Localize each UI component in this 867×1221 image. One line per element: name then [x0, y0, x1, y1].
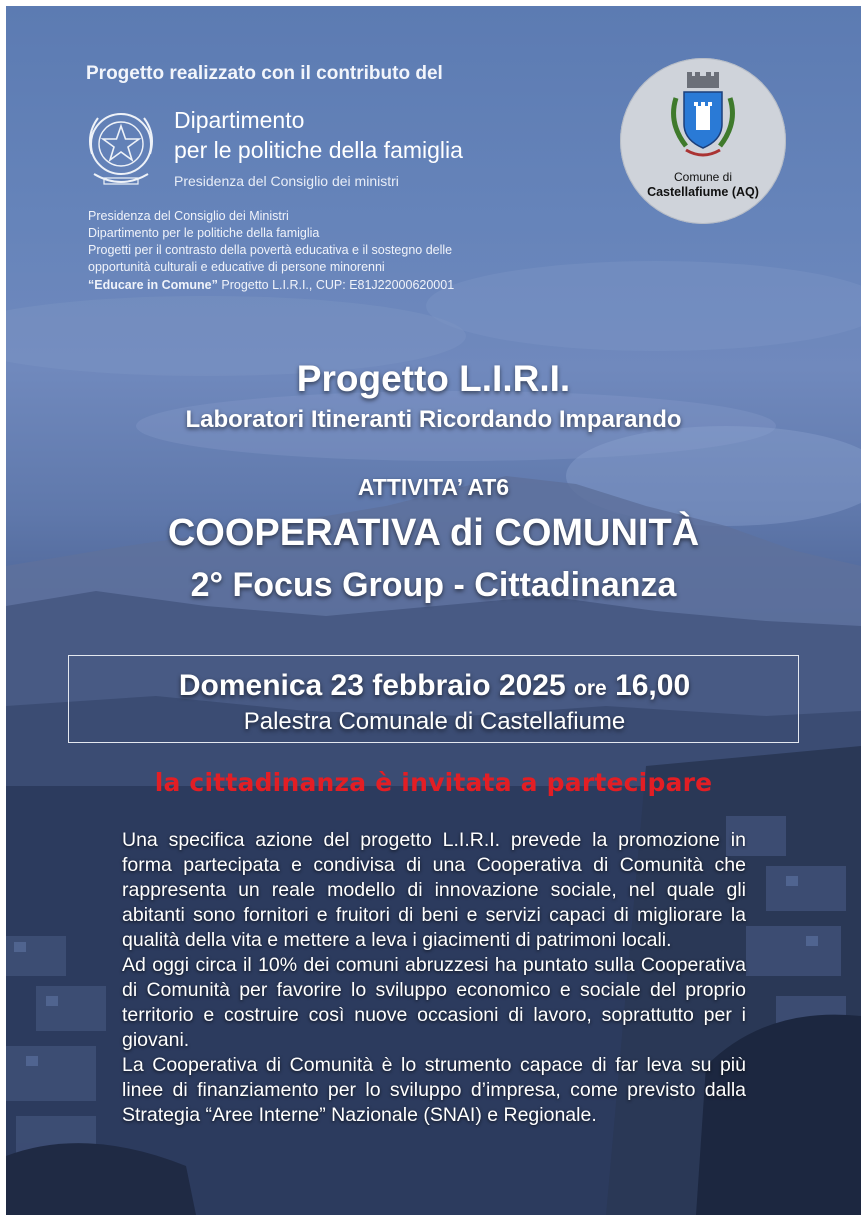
info-line: opportunità culturali e educative di persone minorenni — [88, 260, 385, 274]
dept-name-line1: Dipartimento — [174, 107, 305, 133]
educare-label: “Educare in Comune” — [88, 278, 218, 292]
activity-label: ATTIVITA’ AT6 — [357, 474, 510, 500]
project-subtitle: Laboratori Itineranti Ricordando Imparando — [185, 406, 682, 433]
event-place: Palestra Comunale di Castellafiume — [243, 708, 626, 735]
description — [122, 828, 746, 1128]
event-ore-label: ore — [574, 677, 607, 700]
invitation-text: la cittadinanza è invitata a partecipare — [154, 768, 713, 797]
focus-group-heading: 2° Focus Group - Cittadinanza — [190, 566, 677, 604]
cup-text: Progetto L.I.R.I., CUP: E81J22000620001 — [217, 278, 455, 292]
description-paragraph: Ad oggi circa il 10% dei comuni abruzzesi ha puntato sulla Cooperativa di Comunità per favorire lo sviluppo economico e sociale del proprio territorio e costruire così nuove occasioni di lavoro, soprattutto per i giovani. — [122, 954, 746, 1051]
event-box — [68, 655, 799, 743]
cooperativa-heading: COOPERATIVA di COMUNITÀ — [167, 512, 700, 554]
event-date: Domenica 23 febbraio 2025 — [178, 669, 566, 702]
info-line: Dipartimento per le politiche della famiglia — [88, 226, 320, 240]
description-paragraph: Una specifica azione del progetto L.I.R.I. prevede la promozione in forma partecipata e condivisa di una Cooperativa di Comunità che rappresenta un reale modello di innovazione sociale, nel quale gli abitanti sono fornitori e fruitori di beni e servizi capaci di migliorare la qualità della vita e mettere a leva i giacimenti di patrimoni locali. — [122, 829, 746, 951]
info-line-cup — [88, 278, 454, 292]
info-line: Presidenza del Consiglio dei Ministri — [88, 209, 289, 223]
italian-republic-emblem-icon — [82, 104, 160, 192]
comune-badge — [620, 58, 786, 224]
badge-line1: Comune di — [673, 170, 733, 184]
project-title: Progetto L.I.R.I. — [296, 358, 571, 399]
info-line: Progetti per il contrasto della povertà educativa e il sostegno delle — [88, 243, 453, 257]
description-paragraph: La Cooperativa di Comunità è lo strumento capace di far leva su più linee di finanziamento per lo sviluppo d’impresa, come previsto dalla Strategia “Aree Interne” Nazionale (SNAI) e Regionale. — [122, 1054, 746, 1126]
event-time: 16,00 — [615, 669, 691, 702]
poster — [6, 6, 861, 1215]
contribution-heading: Progetto realizzato con il contributo del — [86, 63, 443, 84]
event-date-time — [69, 669, 800, 703]
dept-presidenza: Presidenza del Consiglio dei ministri — [174, 173, 399, 189]
dept-name-line2: per le politiche della famiglia — [174, 137, 463, 163]
badge-line2: Castellafiume (AQ) — [647, 185, 759, 199]
castellafiume-coat-of-arms-icon — [662, 68, 744, 168]
